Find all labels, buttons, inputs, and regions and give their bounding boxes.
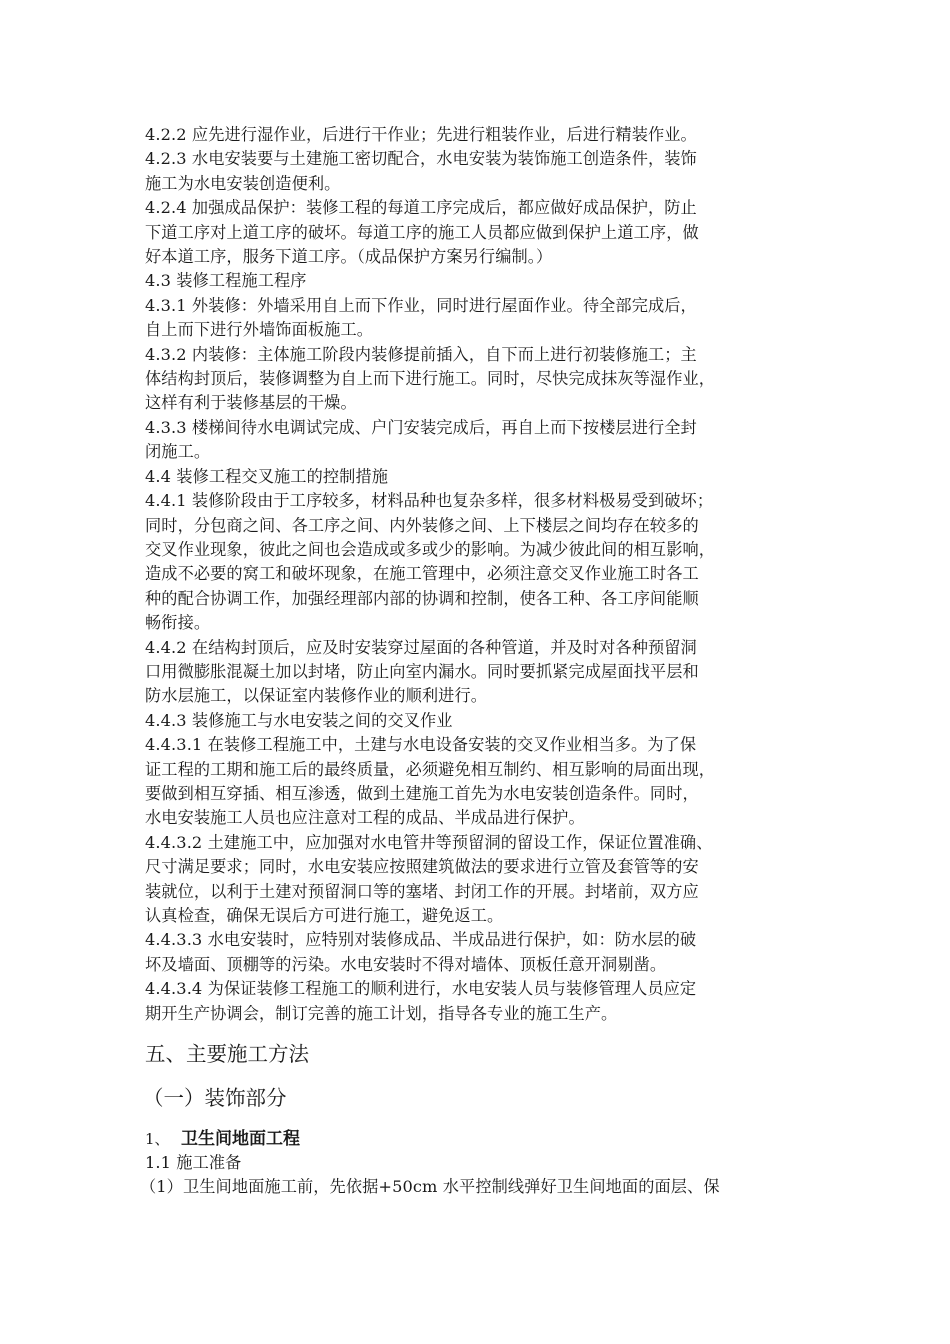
text-line: 4.3.1 外装修：外墙采用自上而下作业，同时进行屋面作业。待全部完成后， [145, 295, 697, 315]
item-heading-number: 1、 [145, 1130, 170, 1149]
paragraph-lines [145, 123, 805, 1026]
text-line: 好本道工序，服务下道工序。（成品保护方案另行编制。） [145, 247, 553, 267]
text-line: 4.4.3 装修施工与水电安装之间的交叉作业 [145, 710, 453, 730]
text-line: 坏及墙面、顶棚等的污染。水电安装时不得对墙体、顶板任意开洞剔凿。 [145, 954, 667, 974]
text-line: 同时，分包商之间、各工序之间、内外装修之间、上下楼层之间均存在较多的 [145, 515, 699, 535]
text-line: 交叉作业现象，彼此之间也会造成或多或少的影响。为减少彼此间的相互影响， [145, 539, 716, 559]
text-line: 4.4.1 装修阶段由于工序较多，材料品种也复杂多样，很多材料极易受到破坏； [145, 491, 714, 511]
text-line: 自上而下进行外墙饰面板施工。 [145, 320, 374, 340]
section-heading: 五、主要施工方法 [145, 1042, 309, 1067]
text-line: 4.4.3.1 在装修工程施工中，土建与水电设备安装的交叉作业相当多。为了保 [145, 735, 697, 755]
item-heading [145, 1127, 805, 1151]
text-line: （1）卫生间地面施工前，先依据+50cm 水平控制线弹好卫生间地面的面层、保 [140, 1177, 720, 1197]
document-body [140, 123, 805, 1200]
text-line: 4.4.2 在结构封顶后，应及时安装穿过屋面的各种管道，并及时对各种预留洞 [145, 637, 697, 657]
text-line: 认真检查，确保无误后方可进行施工，避免返工。 [145, 906, 504, 925]
text-line: 畅衔接。 [145, 613, 211, 633]
text-line: 闭施工。 [145, 442, 211, 462]
item-heading-title: 卫生间地面工程 [181, 1129, 300, 1150]
text-line: 尺寸满足要求；同时，水电安装应按照建筑做法的要求进行立管及套管等的安 [145, 857, 699, 877]
text-line: 口用微膨胀混凝土加以封堵，防止向室内漏水。同时要抓紧完成屋面找平层和 [145, 661, 699, 681]
text-line: 4.4.3.4 为保证装修工程施工的顺利进行，水电安装人员与装修管理人员应定 [145, 979, 697, 999]
text-line: 4.3 装修工程施工程序 [145, 271, 307, 291]
text-line: 种的配合协调工作，加强经理部内部的协调和控制，使各工种、各工序间能顺 [145, 588, 699, 608]
text-line: 要做到相互穿插、相互渗透，做到土建施工首先为水电安装创造条件。同时， [145, 783, 699, 803]
text-line: 4.3.2 内装修：主体施工阶段内装修提前插入，自下而上进行初装修施工；主 [145, 344, 697, 364]
text-line: 防水层施工，以保证室内装修作业的顺利进行。 [145, 686, 488, 706]
text-line: 期开生产协调会，制订完善的施工计划，指导各专业的施工生产。 [145, 1003, 618, 1023]
text-line: 造成不必要的窝工和破坏现象，在施工管理中，必须注意交叉作业施工时各工 [145, 564, 699, 584]
text-line: 1.1 施工准备 [145, 1153, 242, 1173]
text-line: 4.2.4 加强成品保护：装修工程的每道工序完成后，都应做好成品保护，防止 [145, 198, 697, 218]
text-line: 4.2.2 应先进行湿作业，后进行干作业；先进行粗装作业，后进行精装作业。 [145, 125, 697, 144]
text-line: 4.4 装修工程交叉施工的控制措施 [145, 466, 389, 486]
text-line: 施工为水电安装创造便利。 [145, 173, 341, 193]
subsection-heading: （一）装饰部分 [143, 1086, 287, 1111]
text-line: 4.4.3.2 土建施工中，应加强对水电管井等预留洞的留设工作，保证位置准确、 [145, 832, 713, 852]
text-line: 体结构封顶后，装修调整为自上而下进行施工。同时，尽快完成抹灰等湿作业， [145, 369, 716, 389]
text-line: 这样有利于装修基层的干燥。 [145, 393, 357, 413]
text-line: 装就位，以利于土建对预留洞口等的塞堵、封闭工作的开展。封堵前，双方应 [145, 881, 699, 901]
text-line: 下道工序对上道工序的破坏。每道工序的施工人员都应做到保护上道工序，做 [145, 222, 699, 242]
text-line: 4.2.3 水电安装要与土建施工密切配合，水电安装为装饰施工创造条件，装饰 [145, 149, 697, 169]
text-line: 证工程的工期和施工后的最终质量，必须避免相互制约、相互影响的局面出现， [145, 759, 716, 779]
text-line: 4.4.3.3 水电安装时，应特别对装修成品、半成品进行保护，如：防水层的破 [145, 930, 697, 950]
text-line: 4.3.3 楼梯间待水电调试完成、户门安装完成后，再自上而下按楼层进行全封 [145, 417, 697, 437]
text-line: 水电安装施工人员也应注意对工程的成品、半成品进行保护。 [145, 808, 585, 828]
